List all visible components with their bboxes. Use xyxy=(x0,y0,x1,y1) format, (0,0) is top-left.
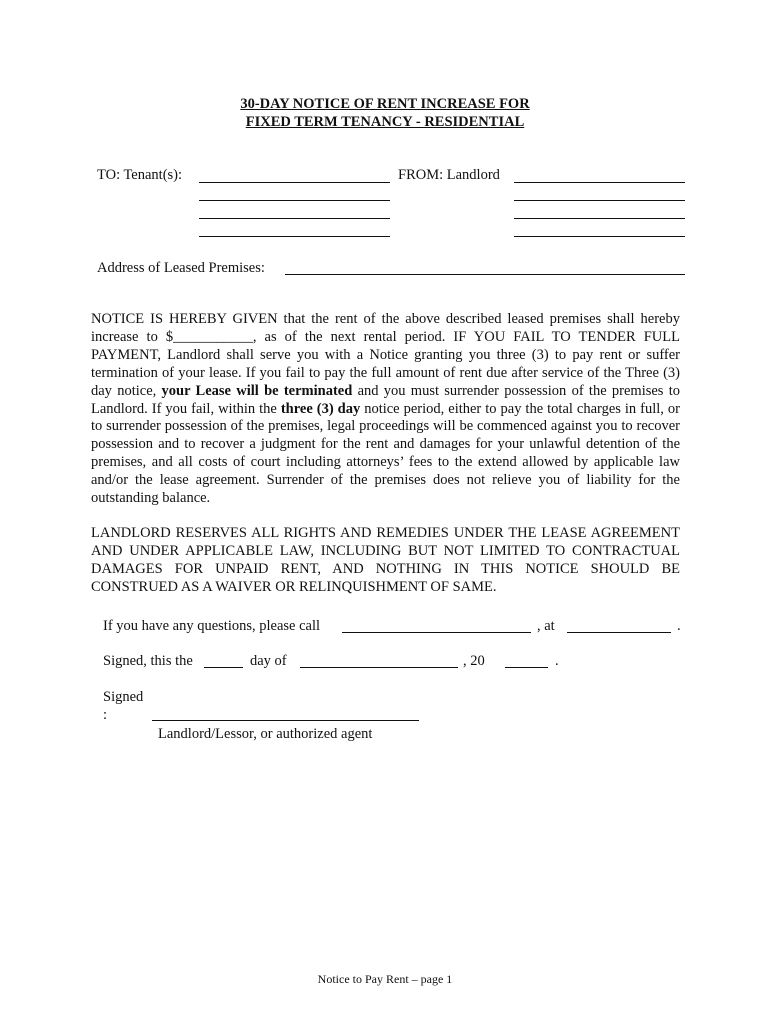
signed-day-line[interactable] xyxy=(204,667,243,668)
signature-caption: Landlord/Lessor, or authorized agent xyxy=(158,726,373,742)
signed-colon: : xyxy=(103,707,108,723)
document-title-line-2: FIXED TERM TENANCY - RESIDENTIAL xyxy=(245,114,525,130)
signed-label: Signed xyxy=(103,689,144,705)
tenant-line-4[interactable] xyxy=(199,236,390,237)
year-prefix-label: , 20 xyxy=(463,653,485,669)
lease-terminated-emphasis: your Lease will be terminated xyxy=(161,382,353,399)
signed-date-period: . xyxy=(555,653,559,669)
day-of-label: day of xyxy=(250,653,287,669)
questions-label: If you have any questions, please call xyxy=(103,618,321,634)
tenant-line-2[interactable] xyxy=(199,200,390,201)
tenant-line-3[interactable] xyxy=(199,218,390,219)
questions-at-label: , at xyxy=(537,618,555,634)
rights-reserved-paragraph: LANDLORD RESERVES ALL RIGHTS AND REMEDIES UNDER THE LEASE AGREEMENT AND UNDER APPLICABLE LAW, INCLUDING BUT NOT LIMITED TO CONTRACTUAL DAMAGES FOR UNPAID RENT, AND NOTHING IN THIS NOTICE SHOULD BE CONSTRUED AS A WAIVER OR RELINQUISHMENT OF SAME. xyxy=(91,525,680,595)
signed-month-line[interactable] xyxy=(300,667,458,668)
landlord-line-4[interactable] xyxy=(514,236,685,237)
tenant-line-1[interactable] xyxy=(199,182,390,183)
notice-paragraph xyxy=(91,311,680,508)
signed-year-line[interactable] xyxy=(505,667,548,668)
tenant-label: TO: Tenant(s): xyxy=(97,167,183,183)
landlord-label: FROM: Landlord xyxy=(398,167,500,183)
landlord-line-1[interactable] xyxy=(514,182,685,183)
questions-period: . xyxy=(677,618,681,634)
page-footer: Notice to Pay Rent – page 1 xyxy=(317,972,453,986)
signed-date-label: Signed, this the xyxy=(103,653,193,669)
landlord-line-2[interactable] xyxy=(514,200,685,201)
notice-text-part-2: and you must surrender possession of the premises to Landlord. If you fail, within the xyxy=(91,382,680,417)
signature-line[interactable] xyxy=(152,720,419,721)
landlord-line-3[interactable] xyxy=(514,218,685,219)
notice-text-part-3: notice period, either to pay the total charges in full, or to surrender possession of the premises, legal proceedings will be commenced against you to recover possession and to recover a judgment for the rent and damages for your unlawful detention of the premises, and all costs of court including attorneys’ fees to the extend allowed by applicable law and/or the lease agreement. Surrender of the premises does not relieve you of liability for the outstanding balance. xyxy=(91,400,680,507)
questions-phone-line[interactable] xyxy=(567,632,671,633)
address-line[interactable] xyxy=(285,274,685,275)
address-label: Address of Leased Premises: xyxy=(97,260,265,276)
three-day-emphasis: three (3) day xyxy=(280,400,361,417)
document-title-line-1: 30-DAY NOTICE OF RENT INCREASE FOR xyxy=(240,96,530,112)
notice-text-part-1: NOTICE IS HEREBY GIVEN that the rent of the above described leased premises shall hereby increase to $___________, as of the next rental period. IF YOU FAIL TO TENDER FULL PAYMENT, Landlord shall serve you with a Notice granting you three (3) to pay rent or suffer termination of your lease. If you fail to pay the full amount of rent due after service of the Three (3) day notice, xyxy=(91,311,680,399)
questions-name-line[interactable] xyxy=(342,632,531,633)
